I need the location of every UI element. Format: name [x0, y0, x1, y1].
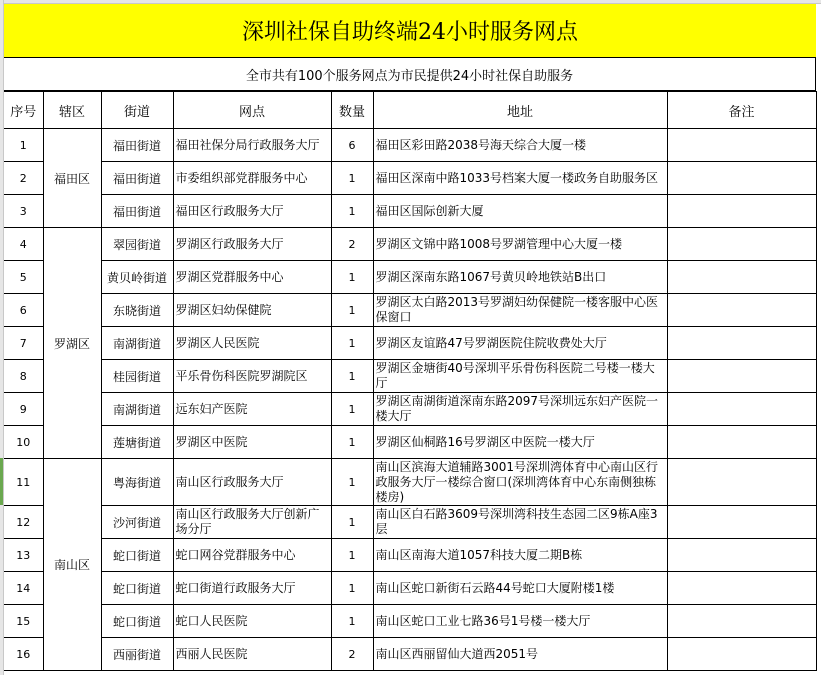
- cell-address[interactable]: 南山区滨海大道辅路3001号深圳湾体育中心南山区行政服务大厅一楼综合窗口(深圳湾体育中心东南侧独栋楼房): [373, 459, 667, 506]
- cell-qty[interactable]: 1: [331, 294, 373, 327]
- cell-address[interactable]: 罗湖区南湖街道深南东路2097号深圳远东妇产医院一楼大厅: [373, 393, 667, 426]
- cell-site[interactable]: 罗湖区党群服务中心: [173, 261, 331, 294]
- cell-qty[interactable]: 2: [331, 228, 373, 261]
- cell-street[interactable]: 蛇口街道: [101, 605, 173, 638]
- cell-address[interactable]: 罗湖区文锦中路1008号罗湖管理中心大厦一楼: [373, 228, 667, 261]
- cell-site[interactable]: 罗湖区人民医院: [173, 327, 331, 360]
- selected-row-marker: [0, 458, 3, 505]
- cell-site[interactable]: 南山区行政服务大厅: [173, 459, 331, 506]
- cell-no[interactable]: 16: [4, 638, 43, 671]
- cell-address[interactable]: 南山区白石路3609号深圳湾科技生态园二区9栋A座3层: [373, 506, 667, 539]
- cell-address[interactable]: 罗湖区深南东路1067号黄贝岭地铁站B出口: [373, 261, 667, 294]
- cell-no[interactable]: 3: [4, 195, 43, 228]
- cell-qty[interactable]: 1: [331, 605, 373, 638]
- column-header-no[interactable]: 序号: [4, 92, 43, 129]
- cell-site[interactable]: 福田区行政服务大厅: [173, 195, 331, 228]
- cell-note[interactable]: [667, 572, 816, 605]
- cell-note[interactable]: [667, 459, 816, 506]
- sheet-subtitle[interactable]: 全市共有100个服务网点为市民提供24小时社保自助服务: [4, 58, 816, 91]
- table-row: [4, 605, 816, 638]
- cell-address[interactable]: 福田区国际创新大厦: [373, 195, 667, 228]
- spreadsheet: [4, 4, 816, 671]
- table-row: [4, 572, 816, 605]
- cell-address[interactable]: 罗湖区金塘街40号深圳平乐骨伤科医院二号楼一楼大厅: [373, 360, 667, 393]
- column-header-address[interactable]: 地址: [373, 92, 667, 129]
- cell-note[interactable]: [667, 129, 816, 162]
- cell-no[interactable]: 8: [4, 360, 43, 393]
- column-header-site[interactable]: 网点: [173, 92, 331, 129]
- cell-address[interactable]: 罗湖区太白路2013号罗湖妇幼保健院一楼客服中心医保窗口: [373, 294, 667, 327]
- cell-qty[interactable]: 1: [331, 195, 373, 228]
- service-points-table: [4, 91, 817, 671]
- cell-street[interactable]: 福田街道: [101, 162, 173, 195]
- table-row: [4, 393, 816, 426]
- cell-address[interactable]: 南山区蛇口工业七路36号1号楼一楼大厅: [373, 605, 667, 638]
- table-row: [4, 261, 816, 294]
- cell-note[interactable]: [667, 360, 816, 393]
- table-row: [4, 426, 816, 459]
- cell-street[interactable]: 南湖街道: [101, 393, 173, 426]
- cell-street[interactable]: 黄贝岭街道: [101, 261, 173, 294]
- column-header-note[interactable]: 备注: [667, 92, 816, 129]
- table-row: [4, 294, 816, 327]
- cell-district[interactable]: 罗湖区: [43, 228, 101, 459]
- column-header-street[interactable]: 街道: [101, 92, 173, 129]
- cell-note[interactable]: [667, 294, 816, 327]
- cell-street[interactable]: 蛇口街道: [101, 572, 173, 605]
- cell-qty[interactable]: 1: [331, 327, 373, 360]
- cell-qty[interactable]: 6: [331, 129, 373, 162]
- cell-site[interactable]: 罗湖区妇幼保健院: [173, 294, 331, 327]
- table-row: [4, 539, 816, 572]
- cell-note[interactable]: [667, 228, 816, 261]
- cell-qty[interactable]: 1: [331, 539, 373, 572]
- cell-no[interactable]: 2: [4, 162, 43, 195]
- cell-district[interactable]: 南山区: [43, 459, 101, 671]
- cell-street[interactable]: 西丽街道: [101, 638, 173, 671]
- cell-qty[interactable]: 1: [331, 162, 373, 195]
- cell-qty[interactable]: 1: [331, 506, 373, 539]
- sheet-title[interactable]: 深圳社保自助终端24小时服务网点: [4, 4, 816, 58]
- cell-note[interactable]: [667, 539, 816, 572]
- cell-street[interactable]: 翠园街道: [101, 228, 173, 261]
- cell-street[interactable]: 粤海街道: [101, 459, 173, 506]
- cell-qty[interactable]: 1: [331, 393, 373, 426]
- table-row: [4, 638, 816, 671]
- cell-no[interactable]: 5: [4, 261, 43, 294]
- cell-address[interactable]: 南山区蛇口新街石云路44号蛇口大厦附楼1楼: [373, 572, 667, 605]
- cell-note[interactable]: [667, 327, 816, 360]
- table-row: [4, 228, 816, 261]
- cell-qty[interactable]: 2: [331, 638, 373, 671]
- column-header-qty[interactable]: 数量: [331, 92, 373, 129]
- cell-site[interactable]: 蛇口人民医院: [173, 605, 331, 638]
- cell-site[interactable]: 西丽人民医院: [173, 638, 331, 671]
- table-row: [4, 459, 816, 506]
- cell-address[interactable]: 南山区南海大道1057科技大厦二期B栋: [373, 539, 667, 572]
- cell-no[interactable]: 11: [4, 459, 43, 506]
- cell-address[interactable]: 福田区深南中路1033号档案大厦一楼政务自助服务区: [373, 162, 667, 195]
- cell-note[interactable]: [667, 195, 816, 228]
- cell-note[interactable]: [667, 162, 816, 195]
- cell-street[interactable]: 蛇口街道: [101, 539, 173, 572]
- cell-no[interactable]: 1: [4, 129, 43, 162]
- cell-note[interactable]: [667, 605, 816, 638]
- cell-site[interactable]: 远东妇产医院: [173, 393, 331, 426]
- table-row: [4, 162, 816, 195]
- cell-qty[interactable]: 1: [331, 360, 373, 393]
- cell-street[interactable]: 福田街道: [101, 195, 173, 228]
- cell-street[interactable]: 南湖街道: [101, 327, 173, 360]
- cell-street[interactable]: 莲塘街道: [101, 426, 173, 459]
- cell-site[interactable]: 蛇口街道行政服务大厅: [173, 572, 331, 605]
- cell-no[interactable]: 9: [4, 393, 43, 426]
- cell-no[interactable]: 4: [4, 228, 43, 261]
- table-row: [4, 506, 816, 539]
- table-row: [4, 327, 816, 360]
- cell-district[interactable]: 福田区: [43, 129, 101, 228]
- cell-site[interactable]: 南山区行政服务大厅创新广场分厅: [173, 506, 331, 539]
- cell-site[interactable]: 福田社保分局行政服务大厅: [173, 129, 331, 162]
- cell-note[interactable]: [667, 506, 816, 539]
- cell-address[interactable]: 福田区彩田路2038号海天综合大厦一楼: [373, 129, 667, 162]
- cell-street[interactable]: 沙河街道: [101, 506, 173, 539]
- cell-street[interactable]: 福田街道: [101, 129, 173, 162]
- cell-address[interactable]: 罗湖区友谊路47号罗湖医院住院收费处大厅: [373, 327, 667, 360]
- cell-site[interactable]: 罗湖区行政服务大厅: [173, 228, 331, 261]
- cell-note[interactable]: [667, 638, 816, 671]
- cell-note[interactable]: [667, 393, 816, 426]
- cell-no[interactable]: 6: [4, 294, 43, 327]
- cell-site[interactable]: 蛇口网谷党群服务中心: [173, 539, 331, 572]
- cell-site[interactable]: 罗湖区中医院: [173, 426, 331, 459]
- cell-street[interactable]: 桂园街道: [101, 360, 173, 393]
- cell-qty[interactable]: 1: [331, 572, 373, 605]
- cell-qty[interactable]: 1: [331, 426, 373, 459]
- cell-no[interactable]: 14: [4, 572, 43, 605]
- cell-no[interactable]: 15: [4, 605, 43, 638]
- cell-no[interactable]: 7: [4, 327, 43, 360]
- table-row: [4, 129, 816, 162]
- table-row: [4, 360, 816, 393]
- cell-no[interactable]: 10: [4, 426, 43, 459]
- cell-no[interactable]: 13: [4, 539, 43, 572]
- cell-site[interactable]: 平乐骨伤科医院罗湖院区: [173, 360, 331, 393]
- cell-note[interactable]: [667, 426, 816, 459]
- cell-street[interactable]: 东晓街道: [101, 294, 173, 327]
- table-row: [4, 195, 816, 228]
- column-header-district[interactable]: 辖区: [43, 92, 101, 129]
- cell-address[interactable]: 南山区西丽留仙大道西2051号: [373, 638, 667, 671]
- cell-no[interactable]: 12: [4, 506, 43, 539]
- cell-note[interactable]: [667, 261, 816, 294]
- cell-address[interactable]: 罗湖区仙桐路16号罗湖区中医院一楼大厅: [373, 426, 667, 459]
- cell-qty[interactable]: 1: [331, 459, 373, 506]
- cell-qty[interactable]: 1: [331, 261, 373, 294]
- cell-site[interactable]: 市委组织部党群服务中心: [173, 162, 331, 195]
- table-header-row: [4, 92, 816, 129]
